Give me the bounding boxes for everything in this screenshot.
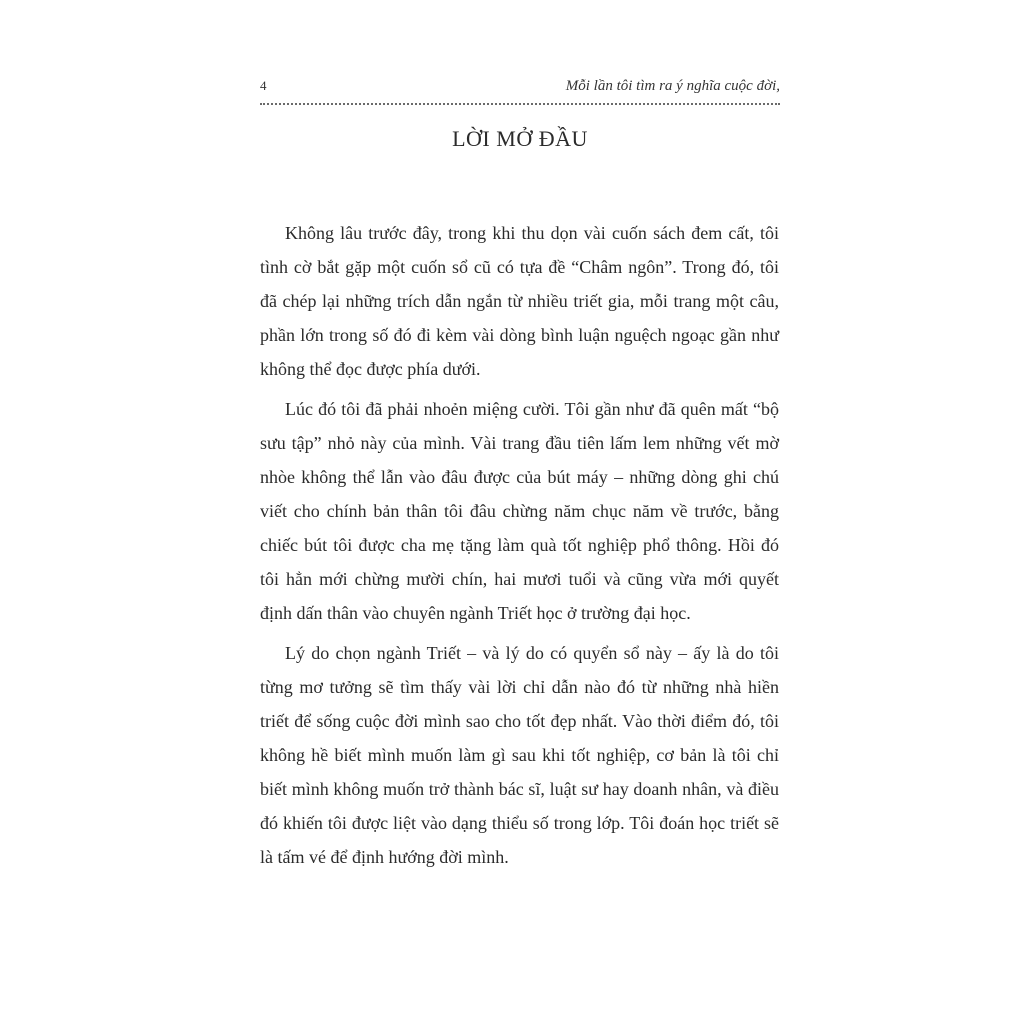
header-dotted-rule bbox=[260, 103, 780, 105]
page-number: 4 bbox=[260, 78, 267, 93]
paragraph-3: Lý do chọn ngành Triết – và lý do có quyển sổ này – ấy là do tôi từng mơ tưởng sẽ tìm thấy vài lời chỉ dẫn nào đó từ những nhà hiền triết để sống cuộc đời mình sao cho tốt đẹp nhất. Vào thời điểm đó, tôi không hề biết mình muốn làm gì sau khi tốt nghiệp, cơ bản là tôi chỉ biết mình không muốn trở thành bác sĩ, luật sư hay doanh nhân, và điều đó khiến tôi được liệt vào dạng thiểu số trong lớp. Tôi đoán học triết sẽ là tấm vé để định hướng đời mình. bbox=[260, 643, 779, 867]
body-text bbox=[260, 216, 779, 880]
chapter-title: LỜI MỞ ĐẦU bbox=[452, 126, 588, 151]
running-title: Mỗi lần tôi tìm ra ý nghĩa cuộc đời, bbox=[565, 78, 780, 94]
paragraph-1: Không lâu trước đây, trong khi thu dọn vài cuốn sách đem cất, tôi tình cờ bắt gặp một cuốn sổ cũ có tựa đề “Châm ngôn”. Trong đó, tôi đã chép lại những trích dẫn ngắn từ nhiều triết gia, mỗi trang một câu, phần lớn trong số đó đi kèm vài dòng bình luận nguệch ngoạc gần như không thể đọc được phía dưới. bbox=[260, 223, 779, 379]
running-head bbox=[260, 76, 780, 98]
paragraph-2: Lúc đó tôi đã phải nhoẻn miệng cười. Tôi gần như đã quên mất “bộ sưu tập” nhỏ này của mình. Vài trang đầu tiên lấm lem những vết mờ nhòe không thể lẫn vào đâu được của bút máy – những dòng ghi chú viết cho chính bản thân tôi đâu chừng năm chục năm về trước, bằng chiếc bút tôi được cha mẹ tặng làm quà tốt nghiệp phổ thông. Hồi đó tôi hẳn mới chừng mười chín, hai mươi tuổi và cũng vừa mới quyết định dấn thân vào chuyên ngành Triết học ở trường đại học. bbox=[260, 399, 779, 623]
